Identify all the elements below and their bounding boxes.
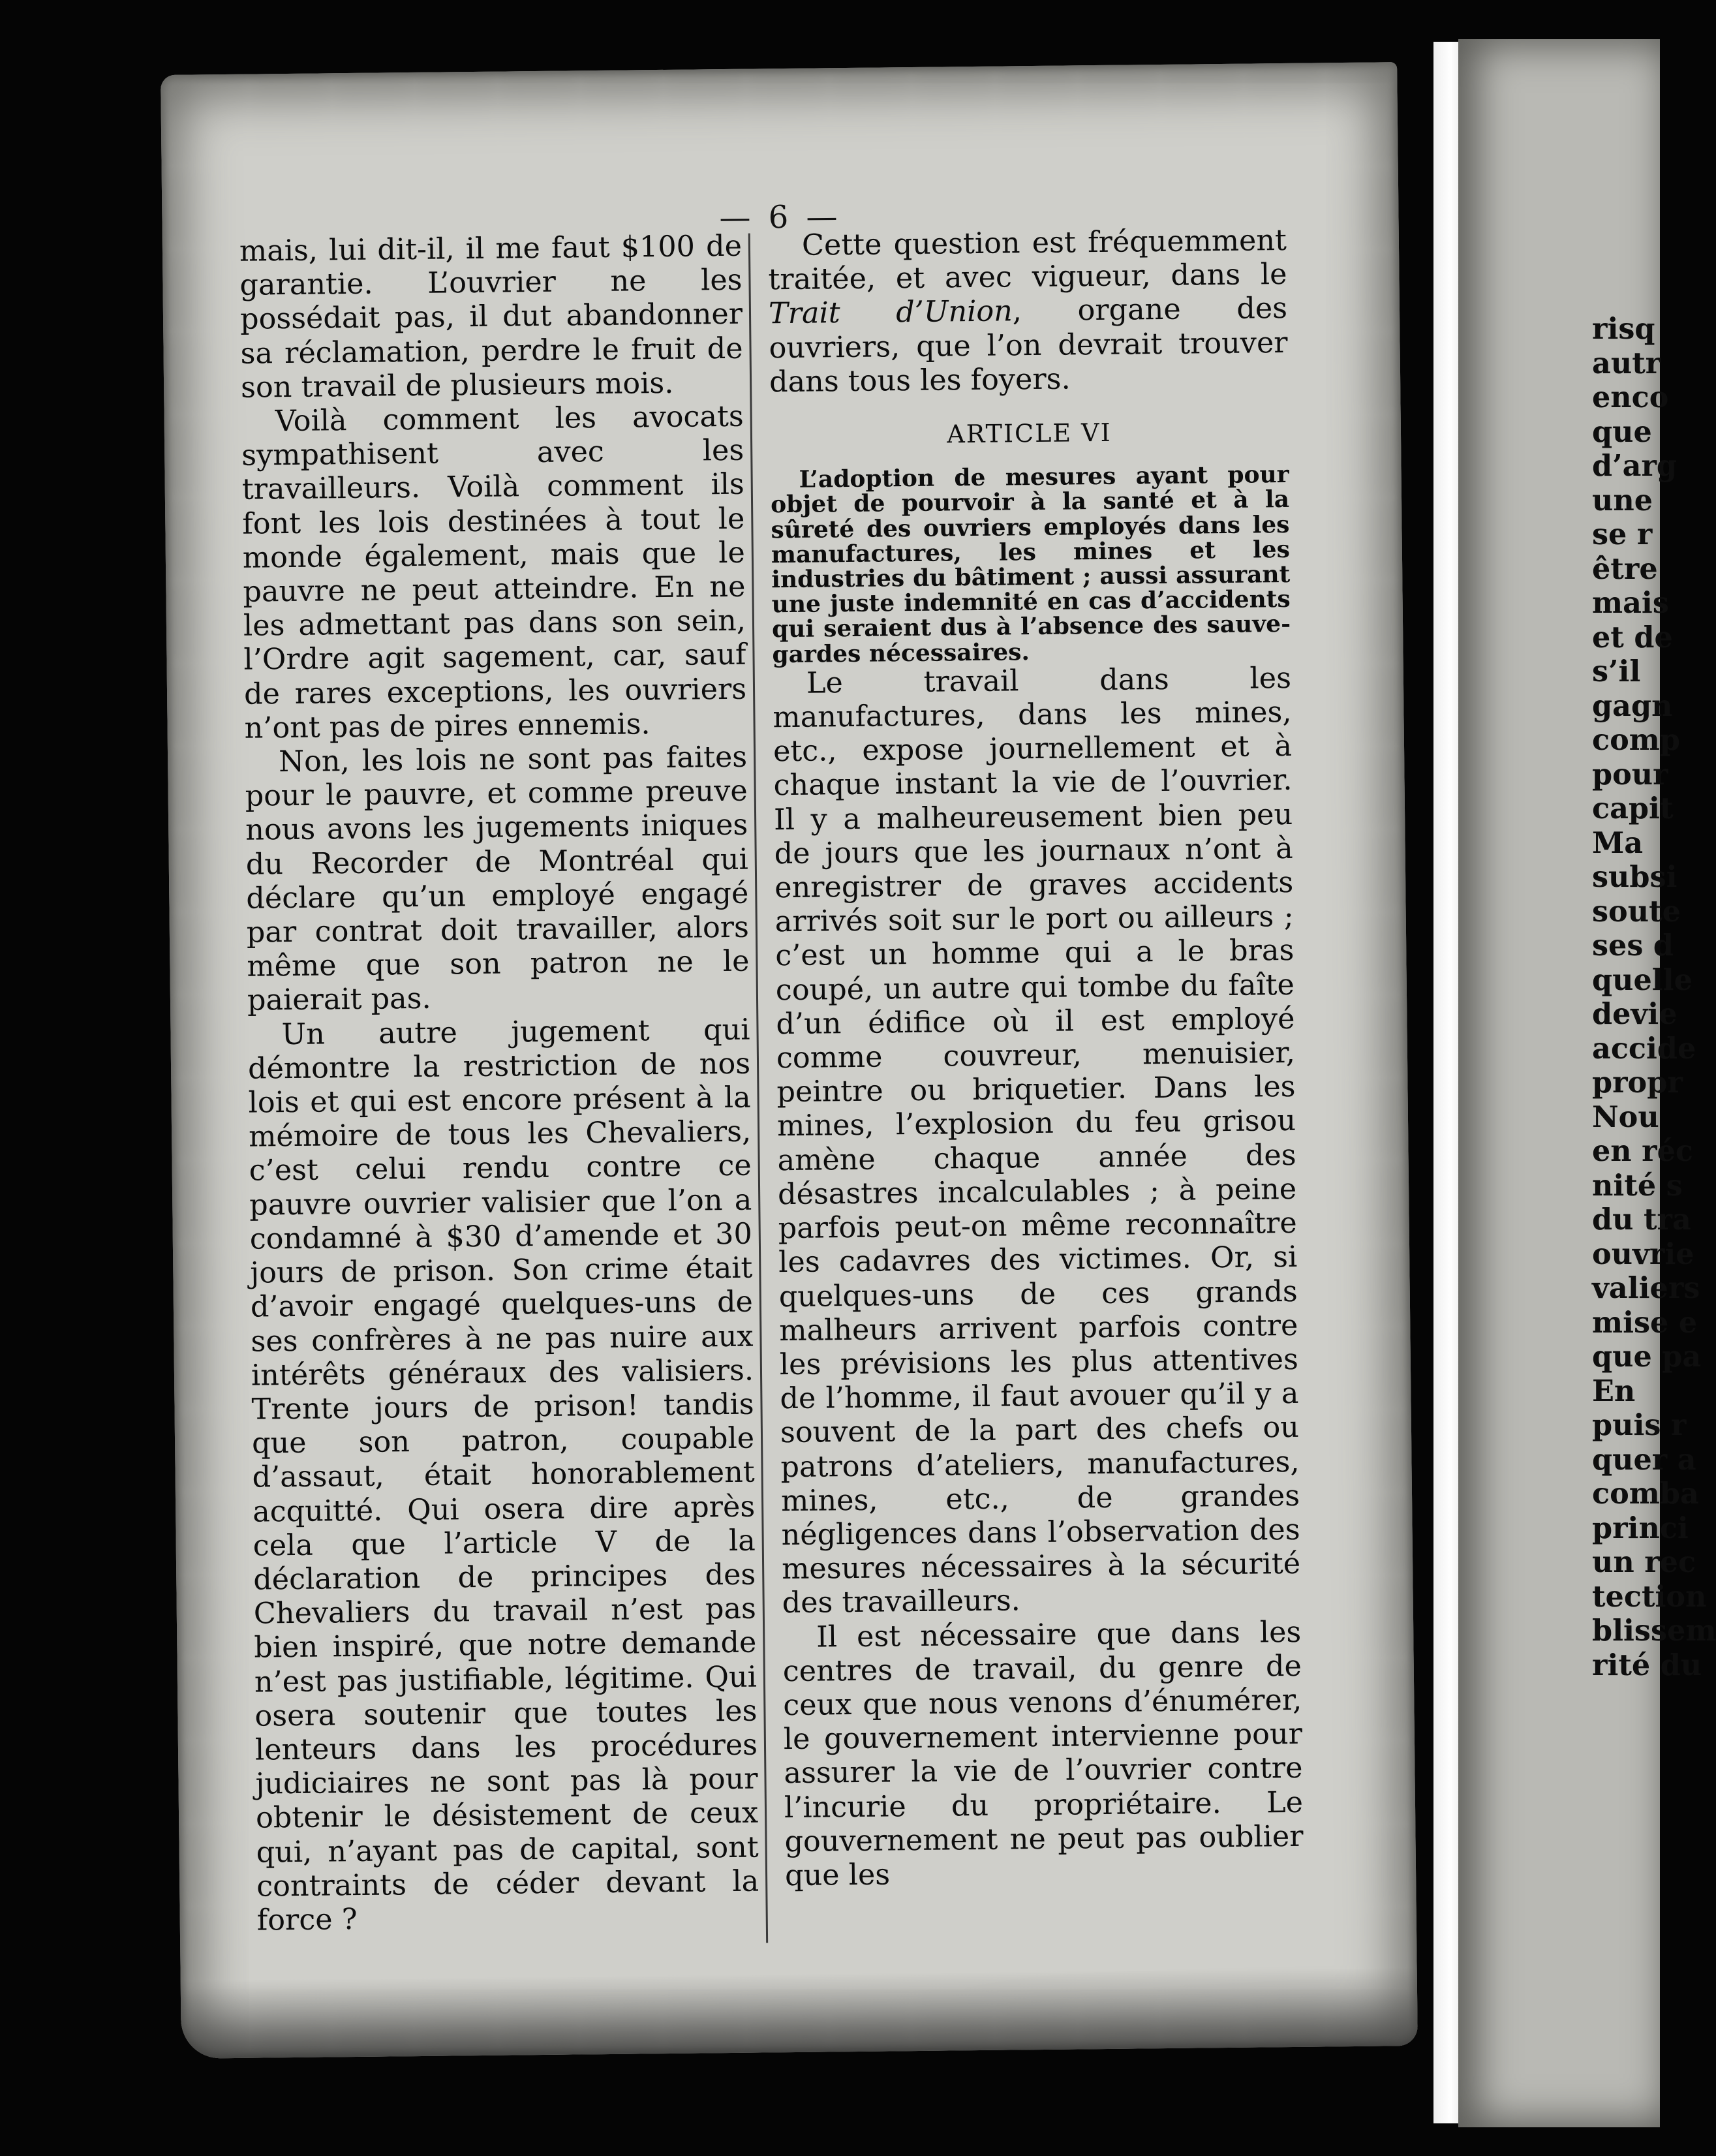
right-page-line: mise e (1592, 1305, 1698, 1340)
right-page-fragments (1592, 312, 1716, 1682)
right-page-line: que (1592, 414, 1652, 449)
paragraph: Un autre jugement qui démontre la restriction de nos lois et qui est encore présent à la mémoire de tous les Chevaliers, c’est celui rendu contre ce pauvre ouvrier valisier que l’on a condamné à $30 d’amende et 30 jours de prison. Son crime était d’avoir engagé quelques-uns de ses confrères à ne pas nuire aux intérêts généraux des valisiers. Trente jours de prison! tandis que son patron, coupable d’assaut, était honorablement acquitté. Qui osera dire après cela que l’article V de la déclaration de principes des Chevaliers du travail n’est pas bien inspiré, que notre demande n’est pas justifiable, légitime. Qui osera soutenir que toutes les lenteurs dans les procédures judiciaires ne sont pas là pour obtenir le désistement de ceux qui, n’ayant pas de capital, sont contraints de céder devant la force ? (247, 1013, 759, 1937)
right-page-line: risq (1592, 312, 1655, 346)
right-page-line: autr (1592, 346, 1661, 380)
intro-text-end: , organe des ouvriers, que l’on devrait trouver dans tous les foyers. (769, 292, 1288, 399)
left-column (239, 230, 759, 1938)
right-page-line: comp (1592, 723, 1680, 757)
right-page-line: valiers (1592, 1271, 1700, 1305)
right-page-line: ses d (1592, 929, 1674, 962)
right-page-line: rité du (1592, 1648, 1702, 1682)
right-page-line: accide (1592, 1031, 1696, 1066)
paragraph: Il est nécessaire que dans les centres de travail, du genre de ceux que nous venons d’énumérer, le gouvernement intervienne pour assurer la vie de l’ouvrier contre l’incurie du propriétaire. Le gouvernement ne peut pas oublier que les (782, 1615, 1304, 1893)
right-page-line: se r (1592, 517, 1653, 551)
right-page-line: quer a (1592, 1442, 1696, 1477)
right-page-line: mais (1592, 586, 1669, 620)
right-page-line: nité s (1592, 1168, 1683, 1203)
right-page-line: du tra (1592, 1203, 1691, 1237)
right-page-line: En (1592, 1374, 1636, 1408)
paragraph: Voilà comment les avocats sympathisent avec les travailleurs. Voilà comment ils font les lois destinées à tout le monde également, mais que le pauvre ne peut atteindre. En ne les admettant pas dans son sein, l’Ordre agit sagement, car, sauf de rares exceptions, les ouvriers n’ont pas de pires ennemis. (241, 399, 747, 745)
right-page-line: blissem (1592, 1614, 1716, 1648)
paragraph: mais, lui dit-il, il me faut $100 de garantie. L’ouvrier ne les possédait pas, il dut abandonner sa réclamation, perdre le fruit de son travail de plusieurs mois. (239, 229, 743, 405)
right-column (768, 224, 1304, 1893)
article-heading: ARTICLE VI (947, 418, 1112, 449)
right-page-line: devie (1592, 997, 1678, 1031)
right-page-line: quelle (1592, 962, 1693, 997)
article-summary: L’adoption de mesures ayant pour objet de pourvoir à la santé et à la sûreté des ouvriers employés dans les manufactures, les mines et les industries du bâtiment ; aussi assurant une juste indemnité en cas d’accidents qui seraient dus à l’absence des sauve-gardes nécessaires. (770, 461, 1291, 668)
right-page-line: Nou (1592, 1100, 1659, 1134)
right-page-line: soute (1592, 894, 1681, 929)
right-page-line: subsi (1592, 860, 1678, 894)
right-page-line: d’arg (1592, 449, 1678, 483)
right-page-line: une (1592, 483, 1653, 517)
intro-paragraph (768, 224, 1289, 399)
paragraph: Le travail dans les manufactures, dans les mines, etc., expose journellement et à chaque instant la vie de l’ouvrier. Il y a malheureusement bien peu de jours que les journaux n’ont à enregistrer de graves accidents arrivés soit sur le port ou ailleurs ; c’est un homme qui a le bras coupé, un autre qui tombe du faîte d’un édifice où il est employé comme couvreur, menuisier, peintre ou briquetier. Dans les mines, l’explosion du feu grisou amène chaque année des désastres incalculables ; à peine parfois peut-on même reconnaître les cadavres des victimes. Or, si quelques-uns de ces grands malheurs arrivent parfois contre les prévisions les plus attentives de l’homme, il faut avouer qu’il y a souvent de la part des chefs ou patrons d’ateliers, manufactures, mines, etc., de grandes négligences dans l’observation des mesures nécessaires à la sécurité des travailleurs. (773, 661, 1301, 1620)
right-page-line: Ma (1592, 825, 1644, 860)
right-page-line: ouvrie (1592, 1237, 1694, 1271)
right-page-line: puis r (1592, 1408, 1687, 1442)
right-page-line: que pa (1592, 1340, 1702, 1374)
right-page-line: tection (1592, 1579, 1707, 1614)
right-page-line: et de (1592, 620, 1673, 654)
right-page-line: princi (1592, 1511, 1689, 1545)
right-page-line: en réc (1592, 1134, 1694, 1168)
right-page-line: gagn (1592, 688, 1673, 723)
intro-text: Cette question est fréquemment traitée, et avec vigueur, dans le (768, 223, 1287, 297)
right-page-line: être (1592, 551, 1658, 586)
newspaper-title: Trait d’Union (768, 294, 1013, 331)
right-page-line: propr (1592, 1066, 1683, 1100)
right-page-line: s’il (1592, 654, 1641, 688)
right-page-line: comba (1592, 1477, 1699, 1511)
right-page-line: capit (1592, 792, 1674, 825)
paragraph: Non, les lois ne sont pas faites pour le pauvre, et comme preuve nous avons les jugements iniques du Recorder de Montréal qui déclare qu’un employé engagé par contrat doit travailler, alors même que son patron ne le paierait pas. (245, 740, 750, 1018)
right-page-line: pour (1592, 757, 1668, 792)
page-number: — 6 — (719, 198, 842, 237)
right-page-line: enco (1592, 380, 1669, 414)
right-page-line: un rec (1592, 1545, 1696, 1579)
right-page-edge (1458, 39, 1716, 2127)
left-page (161, 62, 1418, 2059)
